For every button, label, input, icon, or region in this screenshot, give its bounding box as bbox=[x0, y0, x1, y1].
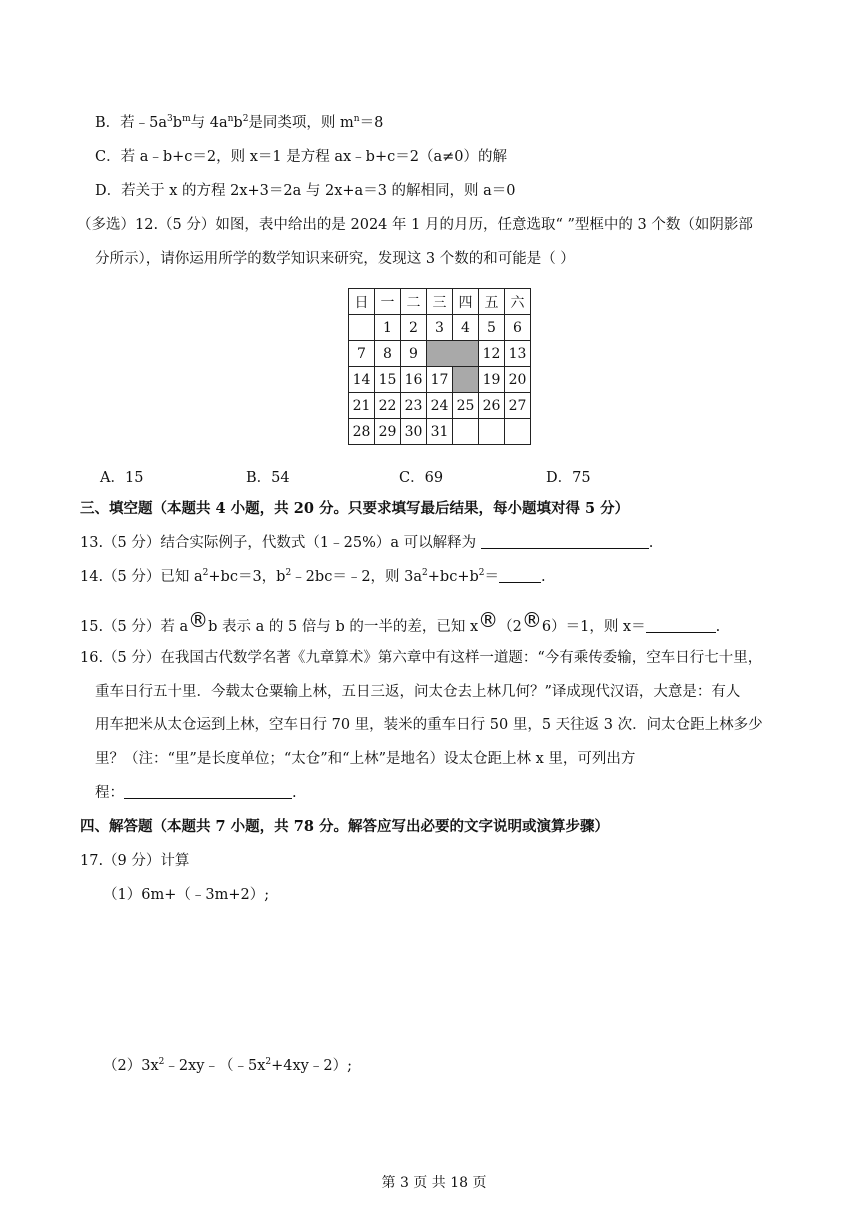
calendar-cell: 15 bbox=[375, 367, 401, 393]
q16-line3: 用车把米从太仓运到上林，空车日行 70 里，装米的重车日行 50 里，5 天往返 3 次．问太仓距上林多少 bbox=[95, 717, 763, 733]
q11-option-d: D．若关于 x 的方程 2x+3＝2a 与 2x+a＝3 的解相同，则 a＝0 bbox=[95, 183, 516, 199]
calendar-shaded-cell bbox=[427, 341, 453, 367]
calendar-cell: 21 bbox=[349, 393, 375, 419]
calendar-cell: 30 bbox=[401, 419, 427, 445]
calendar-cell: 24 bbox=[427, 393, 453, 419]
calendar-header-cell: 一 bbox=[375, 289, 401, 315]
circled-r-operator-icon: ® bbox=[521, 608, 542, 632]
calendar-cell: 5 bbox=[479, 315, 505, 341]
calendar-cell: 25 bbox=[453, 393, 479, 419]
q11-option-c: C．若 a﹣b+c＝2，则 x＝1 是方程 ax﹣b+c＝2（a≠0）的解 bbox=[95, 149, 507, 165]
q12-line1: （多选）12.（5 分）如图，表中给出的是 2024 年 1 月的月历，任意选取“ ”型框中的 3 个数（如阴影部 bbox=[77, 217, 753, 233]
calendar-cell: 19 bbox=[479, 367, 505, 393]
q16-line1: 16.（5 分）在我国古代数学名著《九章算术》第六章中有这样一道题：“今有乘传委输，空车日行七十里， bbox=[80, 650, 763, 666]
calendar-row bbox=[349, 367, 531, 393]
calendar-cell: 7 bbox=[349, 341, 375, 367]
calendar-row bbox=[349, 315, 531, 341]
calendar-header-cell: 四 bbox=[453, 289, 479, 315]
q12-option-b: B．54 bbox=[246, 470, 290, 486]
q17-part1: （1）6m+（﹣3m+2）; bbox=[103, 887, 270, 903]
calendar-shaded-cell bbox=[453, 367, 479, 393]
calendar-cell: 31 bbox=[427, 419, 453, 445]
section-3-heading: 三、填空题（本题共 4 小题，共 20 分。只要求填写最后结果，每小题填对得 5 分） bbox=[80, 500, 630, 517]
calendar-cell: 6 bbox=[505, 315, 531, 341]
answer-blank[interactable] bbox=[499, 568, 541, 583]
circled-r-operator-icon: ® bbox=[478, 608, 499, 632]
q17-title: 17.（9 分）计算 bbox=[80, 853, 190, 869]
calendar-cell: 4 bbox=[453, 315, 479, 341]
q17-part2: $(2)3x^2﹣2xy﹣(﹣5x^2+4xy﹣2)$; bbox=[103, 1057, 352, 1074]
calendar-cell: 22 bbox=[375, 393, 401, 419]
calendar-cell: 29 bbox=[375, 419, 401, 445]
calendar-cell: 20 bbox=[505, 367, 531, 393]
calendar-cell bbox=[453, 419, 479, 445]
calendar-shaded-cell bbox=[453, 341, 479, 367]
calendar-header-cell: 日 bbox=[349, 289, 375, 315]
answer-blank[interactable] bbox=[646, 618, 716, 633]
calendar-row bbox=[349, 341, 531, 367]
answer-blank[interactable] bbox=[124, 784, 292, 799]
calendar-header-cell: 六 bbox=[505, 289, 531, 315]
calendar-row bbox=[349, 393, 531, 419]
calendar-cell bbox=[349, 315, 375, 341]
calendar-row bbox=[349, 419, 531, 445]
q16-line4: 里？（注：“里”是长度单位；“太仓”和“上林”是地名）设太仓距上林 x 里，可列出方 bbox=[95, 751, 636, 767]
q13: 13.（5 分）结合实际例子，代数式（1﹣25%）a 可以解释为 . bbox=[80, 535, 654, 551]
calendar-cell bbox=[505, 419, 531, 445]
calendar-cell: 17 bbox=[427, 367, 453, 393]
q11-option-b: B．若$﹣5a^3b^m$与 $4a^nb^2$是同类项，则 $m^n=8$ bbox=[95, 114, 384, 131]
q14: 14.（5 分）已知 $a^2+bc=3$，$b^2﹣2bc=﹣2$，则 $3a^2+bc+b^2=$ . bbox=[80, 568, 546, 585]
calendar-cell: 23 bbox=[401, 393, 427, 419]
q16-line5: 程： . bbox=[95, 785, 297, 801]
calendar-cell: 9 bbox=[401, 341, 427, 367]
q12-option-c: C．69 bbox=[399, 470, 444, 486]
calendar-cell bbox=[479, 419, 505, 445]
calendar-cell: 1 bbox=[375, 315, 401, 341]
q12-option-d: D．75 bbox=[546, 470, 591, 486]
calendar-cell: 27 bbox=[505, 393, 531, 419]
q12-option-a: A．15 bbox=[100, 470, 144, 486]
calendar-cell: 3 bbox=[427, 315, 453, 341]
q15: 15.（5 分）若 a®b 表示 a 的 5 倍与 b 的一半的差，已知 x®（2®6）＝1，则 x＝ . bbox=[80, 608, 721, 635]
section-4-heading: 四、解答题（本题共 7 小题，共 78 分。解答应写出必要的文字说明或演算步骤） bbox=[80, 818, 609, 835]
calendar-header-cell: 三 bbox=[427, 289, 453, 315]
q12-line2: 分所示），请你运用所学的数学知识来研究，发现这 3 个数的和可能是（ ） bbox=[95, 251, 575, 267]
calendar-cell: 12 bbox=[479, 341, 505, 367]
answer-blank[interactable] bbox=[481, 534, 649, 549]
calendar-cell: 16 bbox=[401, 367, 427, 393]
calendar-table bbox=[348, 288, 531, 445]
calendar-cell: 2 bbox=[401, 315, 427, 341]
calendar-header-row bbox=[349, 289, 531, 315]
calendar-header-cell: 五 bbox=[479, 289, 505, 315]
calendar-cell: 14 bbox=[349, 367, 375, 393]
calendar-header-cell: 二 bbox=[401, 289, 427, 315]
circled-r-operator-icon: ® bbox=[188, 608, 209, 632]
page-footer: 第 3 页 共 18 页 bbox=[381, 1175, 487, 1191]
q16-line2: 重车日行五十里．今载太仓粟输上林，五日三返，问太仓去上林几何？”译成现代汉语，大意是：有人 bbox=[95, 684, 741, 700]
calendar-cell: 28 bbox=[349, 419, 375, 445]
calendar-cell: 13 bbox=[505, 341, 531, 367]
calendar-cell: 8 bbox=[375, 341, 401, 367]
calendar-cell: 26 bbox=[479, 393, 505, 419]
